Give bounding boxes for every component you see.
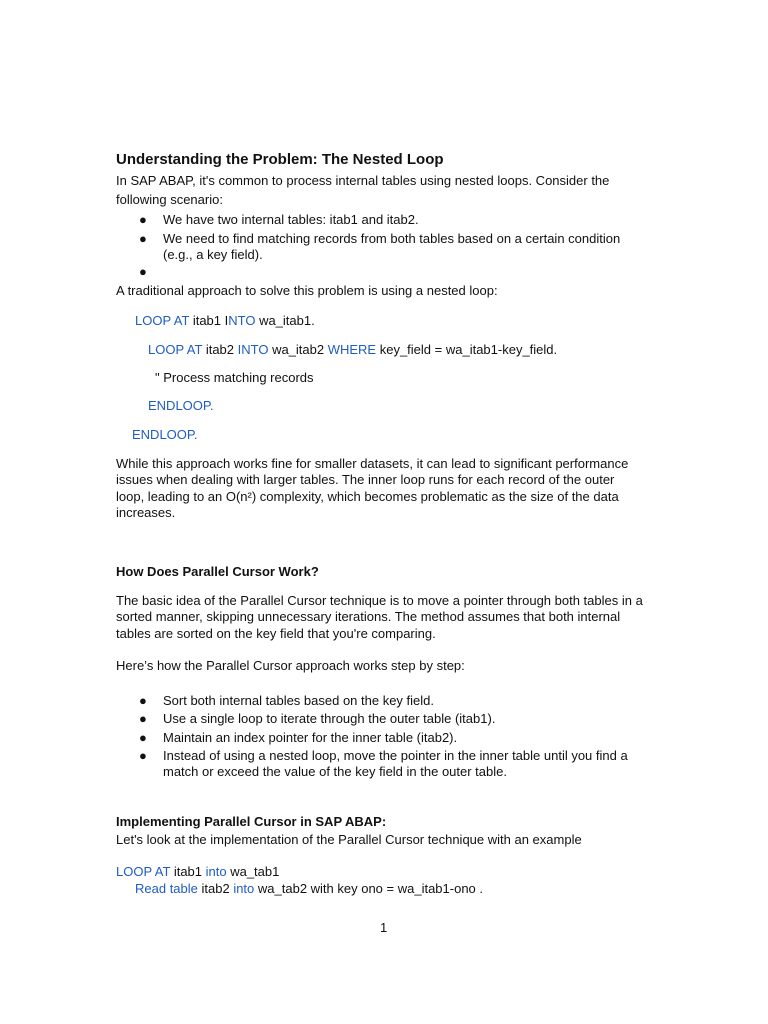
section-heading-parallel-cursor: How Does Parallel Cursor Work? — [116, 564, 319, 579]
paragraph-line: issues when dealing with larger tables. The inner loop runs for each record of the outer — [116, 472, 615, 487]
code-text: itab1 I — [189, 313, 229, 328]
list-item: Maintain an index pointer for the inner table (itab2). — [163, 730, 458, 745]
paragraph-line: While this approach works fine for smaller datasets, it can lead to significant performance — [116, 456, 629, 471]
code-text: wa_itab1. — [255, 313, 315, 328]
list-item: We need to find matching records from both tables based on a certain condition — [163, 231, 621, 246]
bullet-dot-icon: ● — [139, 748, 147, 763]
code-keyword: ENDLOOP. — [148, 398, 214, 413]
code-line — [135, 313, 315, 330]
bullet-dot-icon: ● — [139, 730, 147, 745]
code-keyword: into — [233, 881, 255, 896]
list-item-continuation: (e.g., a key field). — [163, 247, 263, 262]
bullet-dot-icon: ● — [139, 264, 147, 279]
code-keyword: Read table — [135, 881, 198, 896]
code-keyword: ENDLOOP. — [132, 427, 198, 442]
list-item-continuation: match or exceed the value of the key field in the outer table. — [163, 764, 507, 779]
code-text: key_field = wa_itab1-key_field. — [376, 342, 558, 357]
list-item: Sort both internal tables based on the key field. — [163, 693, 435, 708]
code-text: wa_tab2 with key ono = wa_itab1-ono . — [254, 881, 484, 896]
paragraph-line: increases. — [116, 505, 176, 520]
code-text: wa_tab1 — [226, 864, 280, 879]
code-comment: " Process matching records — [155, 370, 314, 385]
code-keyword: LOOP AT — [148, 342, 203, 357]
paragraph-line: tables are sorted on the key field that you're comparing. — [116, 626, 436, 641]
steps-intro: Here’s how the Parallel Cursor approach works step by step: — [116, 658, 465, 673]
code-keyword: NTO — [228, 313, 256, 328]
section-heading-nested-loop: Understanding the Problem: The Nested Loop — [116, 151, 444, 168]
code-text: itab1 — [170, 864, 206, 879]
intro-line: In SAP ABAP, it's common to process internal tables using nested loops. Consider the — [116, 173, 610, 188]
code-keyword: INTO — [237, 342, 269, 357]
list-item: Instead of using a nested loop, move the pointer in the inner table until you find a — [163, 748, 628, 763]
code-line — [148, 342, 557, 359]
paragraph-line: loop, leading to an O(n²) complexity, which becomes problematic as the size of the data — [116, 489, 619, 504]
paragraph-line: sorted manner, skipping unnecessary iterations. The method assumes that both internal — [116, 609, 621, 624]
code-text: itab2 — [202, 342, 238, 357]
section-heading-implementation: Implementing Parallel Cursor in SAP ABAP: — [116, 814, 387, 829]
page-number: 1 — [380, 920, 388, 935]
paragraph-line: The basic idea of the Parallel Cursor technique is to move a pointer through both tables in a — [116, 593, 643, 608]
intro-line: following scenario: — [116, 192, 223, 207]
bullet-dot-icon: ● — [139, 212, 147, 227]
list-item: We have two internal tables: itab1 and itab2. — [163, 212, 419, 227]
code-line — [116, 864, 279, 881]
code-keyword: WHERE — [327, 342, 377, 357]
bullet-dot-icon: ● — [139, 711, 147, 726]
code-keyword: into — [205, 864, 227, 879]
bullet-dot-icon: ● — [139, 693, 147, 708]
code-keyword: LOOP AT — [116, 864, 171, 879]
bullet-dot-icon: ● — [139, 231, 147, 246]
code-text: wa_itab2 — [268, 342, 328, 357]
code-keyword: LOOP AT — [135, 313, 190, 328]
code-line — [135, 881, 483, 898]
section-intro: Let's look at the implementation of the Parallel Cursor technique with an example — [116, 832, 582, 847]
code-text: itab2 — [197, 881, 234, 896]
list-item: Use a single loop to iterate through the outer table (itab1). — [163, 711, 496, 726]
approach-text: A traditional approach to solve this problem is using a nested loop: — [116, 283, 498, 298]
